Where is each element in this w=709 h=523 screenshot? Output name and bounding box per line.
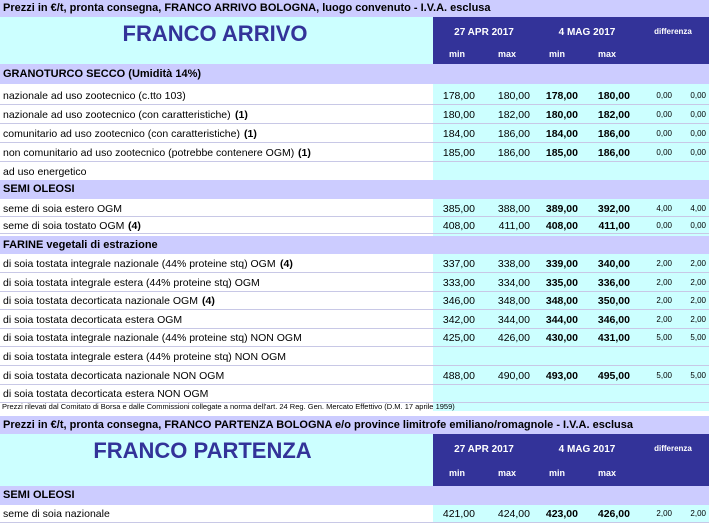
value-cell: 346,00 <box>597 313 630 326</box>
arrivo-date2: 4 MAG 2017 <box>558 27 616 38</box>
value-cell: 4,00 <box>690 203 706 213</box>
value-cell: 0,00 <box>656 109 672 119</box>
section-title: FARINE vegetali di estrazione <box>3 239 158 251</box>
table-row <box>0 366 709 385</box>
partenza-section-semi-oleosi <box>0 486 709 505</box>
product-name: di soia tostata decorticata nazionale OGM <box>3 294 198 307</box>
value-cell: 411,00 <box>498 219 530 232</box>
product-name: di soia tostata integrale nazionale (44% proteine stq) OGM <box>3 257 276 270</box>
value-cell: 0,00 <box>656 90 672 100</box>
partenza-title: FRANCO PARTENZA <box>93 438 312 463</box>
partenza-column-header <box>433 434 709 486</box>
value-cell: 350,00 <box>597 294 630 307</box>
row-divider <box>0 233 709 234</box>
table-row <box>0 217 709 234</box>
product-name: di soia tostata decorticata nazionale NON OGM <box>3 369 225 382</box>
product-note: (1) <box>235 108 248 121</box>
value-cell: 182,00 <box>497 108 530 121</box>
arrivo-max2: max <box>597 49 616 59</box>
section-title: SEMI OLEOSI <box>3 183 75 195</box>
value-cell: 337,00 <box>442 257 475 270</box>
value-cell: 180,00 <box>442 108 475 121</box>
value-cell: 184,00 <box>545 127 578 140</box>
value-cell: 338,00 <box>497 257 530 270</box>
value-cell: 2,00 <box>690 258 706 268</box>
arrivo-title-cell <box>0 17 433 64</box>
partenza-header-bar <box>0 416 709 434</box>
value-cell: 2,00 <box>690 295 706 305</box>
product-name: ad uso energetico <box>3 165 87 178</box>
table-row <box>0 328 709 347</box>
value-cell: 385,00 <box>442 202 475 215</box>
product-name: nazionale ad uso zootecnico (con caratteristiche) <box>3 108 231 121</box>
value-cell: 0,00 <box>656 147 672 157</box>
value-cell: 186,00 <box>497 146 530 159</box>
value-cell: 339,00 <box>545 257 578 270</box>
value-cell: 2,00 <box>690 277 706 287</box>
product-note: (1) <box>298 146 311 159</box>
partenza-title-cell <box>0 434 433 486</box>
value-cell: 344,00 <box>497 313 530 326</box>
value-cell: 0,00 <box>656 128 672 138</box>
table-row <box>0 200 709 217</box>
product-note: (4) <box>202 294 215 307</box>
value-cell: 334,00 <box>497 276 530 289</box>
value-cell: 493,00 <box>545 369 578 382</box>
section-title: GRANOTURCO SECCO (Umidità 14%) <box>3 68 202 80</box>
value-cell: 2,00 <box>656 295 672 305</box>
product-name: comunitario ad uso zootecnico (con caratteristiche) <box>3 127 240 140</box>
arrivo-max1: max <box>497 49 516 59</box>
partenza-date2: 4 MAG 2017 <box>558 444 616 455</box>
value-cell: 408,00 <box>442 219 475 232</box>
value-cell: 180,00 <box>597 89 630 102</box>
footnote: Prezzi rilevati dal Comitato di Borsa e dalle Commissioni collegate a norma dell'art. 24 Reg. Gen. Mercato Effettivo (D.M. 17 aprile 1959) <box>2 402 455 411</box>
product-name: seme di soia tostato OGM <box>3 219 125 232</box>
value-cell: 495,00 <box>597 369 630 382</box>
value-cell: 344,00 <box>545 313 578 326</box>
value-cell: 348,00 <box>497 294 530 307</box>
table-row <box>0 162 709 181</box>
value-cell: 336,00 <box>597 276 630 289</box>
partenza-min1: min <box>448 468 465 478</box>
product-name: di soia tostata decorticata estera NON OGM <box>3 387 209 400</box>
product-note: (4) <box>280 257 293 270</box>
value-cell: 346,00 <box>442 294 475 307</box>
partenza-max1: max <box>497 468 516 478</box>
value-cell: 423,00 <box>545 508 578 520</box>
table-row <box>0 105 709 124</box>
arrivo-header-text: Prezzi in €/t, pronta consegna, FRANCO ARRIVO BOLOGNA, luogo convenuto - I.V.A. esclusa <box>3 2 491 14</box>
partenza-header-text: Prezzi in €/t, pronta consegna, FRANCO PARTENZA BOLOGNA e/o province limitrofe emiliano/romagnole - I.V.A. esclusa <box>3 419 633 431</box>
value-cell: 430,00 <box>545 331 578 344</box>
arrivo-min2: min <box>548 49 565 59</box>
value-cell: 0,00 <box>656 220 672 230</box>
product-name: di soia tostata integrale estera (44% proteine stq) OGM <box>3 276 260 289</box>
partenza-min2: min <box>548 468 565 478</box>
value-cell: 0,00 <box>690 90 706 100</box>
value-cell: 180,00 <box>545 108 578 121</box>
value-cell: 348,00 <box>545 294 578 307</box>
value-cell: 2,00 <box>656 314 672 324</box>
table-row <box>0 310 709 329</box>
table-row <box>0 291 709 310</box>
value-cell: 0,00 <box>690 109 706 119</box>
value-cell: 421,00 <box>442 508 475 520</box>
arrivo-title: FRANCO ARRIVO <box>122 21 308 46</box>
value-cell: 340,00 <box>597 257 630 270</box>
value-cell: 490,00 <box>497 369 530 382</box>
value-cell: 4,00 <box>656 203 672 213</box>
partenza-date1: 27 APR 2017 <box>454 444 514 455</box>
value-cell: 388,00 <box>497 202 530 215</box>
value-cell: 424,00 <box>497 508 530 520</box>
value-cell: 5,00 <box>690 332 706 342</box>
value-cell: 392,00 <box>597 202 630 215</box>
section-granoturco <box>0 64 709 84</box>
table-row <box>0 143 709 162</box>
product-name: seme di soia estero OGM <box>3 202 123 215</box>
value-cell: 182,00 <box>597 108 630 121</box>
value-cell: 2,00 <box>656 509 672 518</box>
table-row <box>0 347 709 366</box>
arrivo-date1: 27 APR 2017 <box>454 27 514 38</box>
table-row <box>0 273 709 292</box>
value-cell: 5,00 <box>656 370 672 380</box>
value-cell: 186,00 <box>597 146 630 159</box>
value-cell: 184,00 <box>442 127 475 140</box>
product-name: nazionale ad uso zootecnico (c.tto 103) <box>3 89 186 102</box>
arrivo-header-bar <box>0 0 709 17</box>
table-row <box>0 505 709 523</box>
section-header <box>0 236 709 254</box>
value-cell: 426,00 <box>497 331 530 344</box>
value-cell: 2,00 <box>690 314 706 324</box>
arrivo-diff-label: differenza <box>654 27 692 36</box>
value-cell: 411,00 <box>598 219 630 232</box>
value-cell: 2,00 <box>656 277 672 287</box>
value-cell: 5,00 <box>690 370 706 380</box>
value-cell: 185,00 <box>442 146 475 159</box>
value-cell: 180,00 <box>497 89 530 102</box>
value-cell: 186,00 <box>497 127 530 140</box>
value-cell: 335,00 <box>545 276 578 289</box>
product-note: (1) <box>244 127 257 140</box>
value-cell: 5,00 <box>656 332 672 342</box>
value-cell: 333,00 <box>442 276 475 289</box>
product-name: di soia tostata integrale estera (44% proteine stq) NON OGM <box>3 350 287 363</box>
product-note: (4) <box>128 219 141 232</box>
value-cell: 2,00 <box>656 258 672 268</box>
table-row <box>0 384 709 403</box>
value-cell: 425,00 <box>442 331 475 344</box>
value-cell: 408,00 <box>545 219 578 232</box>
section-title: SEMI OLEOSI <box>3 489 75 501</box>
product-name: di soia tostata integrale nazionale (44% proteine stq) NON OGM <box>3 331 302 344</box>
partenza-diff-label: differenza <box>654 444 692 453</box>
value-cell: 342,00 <box>442 313 475 326</box>
value-cell: 178,00 <box>442 89 475 102</box>
value-cell: 0,00 <box>690 147 706 157</box>
value-cell: 389,00 <box>545 202 578 215</box>
product-name: seme di soia nazionale <box>3 508 110 520</box>
product-name: non comunitario ad uso zootecnico (potrebbe contenere OGM) <box>3 146 295 159</box>
value-cell: 0,00 <box>690 220 706 230</box>
value-cell: 185,00 <box>545 146 578 159</box>
table-row <box>0 86 709 105</box>
value-cell: 178,00 <box>545 89 578 102</box>
arrivo-min1: min <box>448 49 465 59</box>
partenza-max2: max <box>597 468 616 478</box>
value-cell: 426,00 <box>597 508 630 520</box>
arrivo-column-header <box>433 17 709 64</box>
section-header <box>0 180 709 199</box>
table-row <box>0 254 709 273</box>
value-cell: 0,00 <box>690 128 706 138</box>
product-name: di soia tostata decorticata estera OGM <box>3 313 183 326</box>
table-row <box>0 124 709 143</box>
value-cell: 2,00 <box>690 509 706 518</box>
value-cell: 488,00 <box>442 369 475 382</box>
value-cell: 431,00 <box>597 331 630 344</box>
value-cell: 186,00 <box>597 127 630 140</box>
